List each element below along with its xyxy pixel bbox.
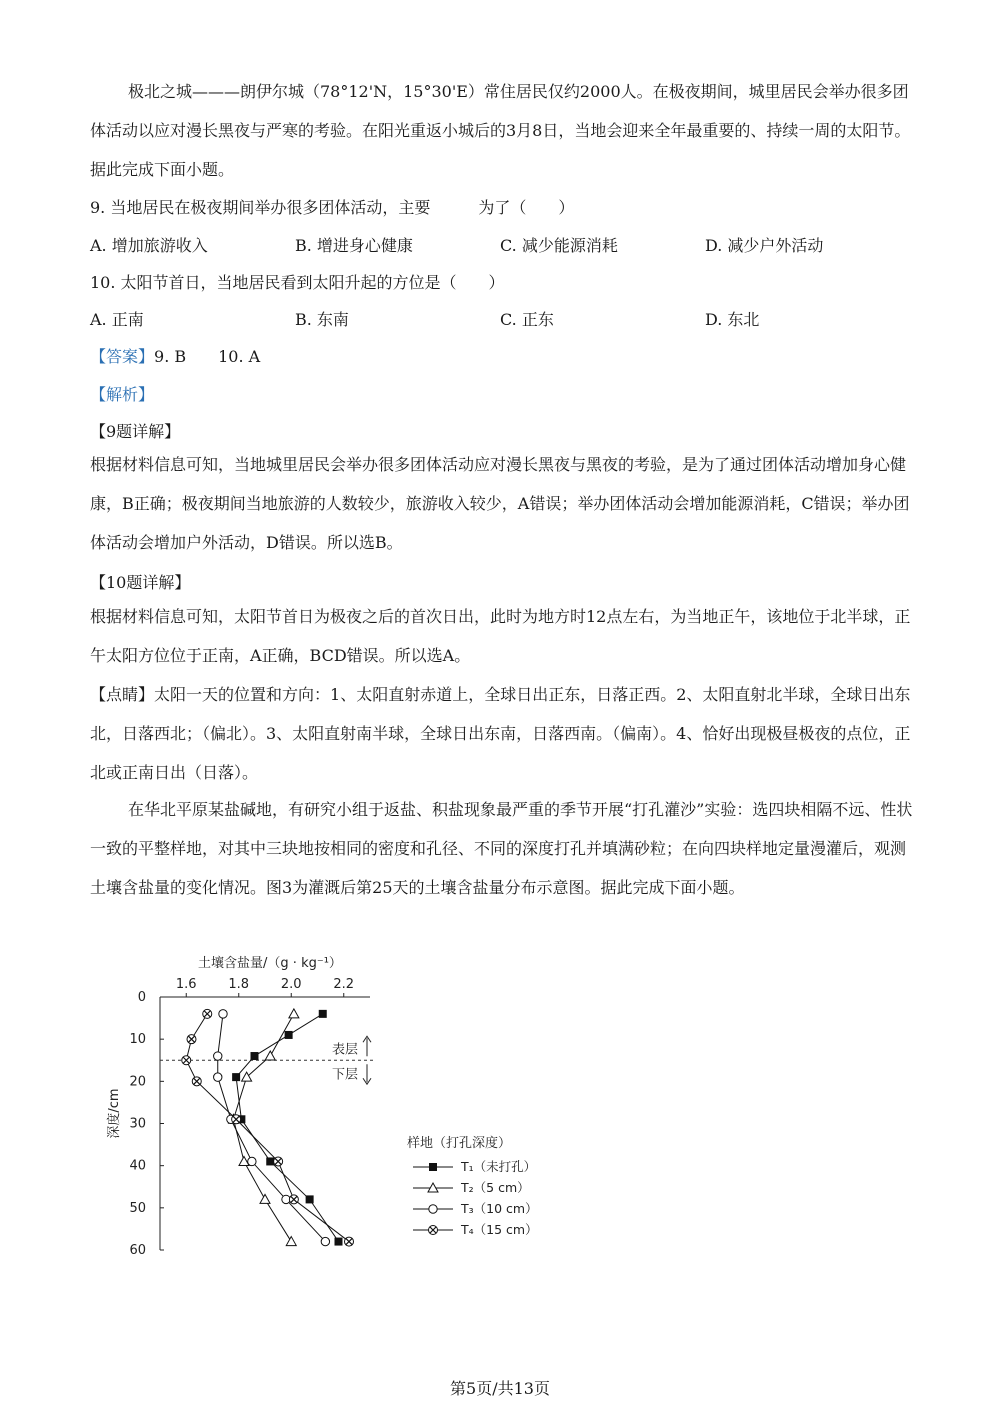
point-tag: 【点睛】 (90, 685, 155, 704)
y-tick-label: 10 (129, 1032, 146, 1048)
legend-marker (429, 1226, 438, 1235)
data-point-t3-shape (248, 1157, 256, 1165)
x-tick-label: 1.6 (175, 977, 197, 992)
legend-marker (429, 1163, 437, 1171)
data-point-t1-shape (266, 1157, 274, 1165)
q10-option-c: C. 正东 (500, 310, 554, 329)
legend-marker-shape (429, 1205, 437, 1213)
soil-salinity-chart (95, 945, 565, 1255)
data-point-t4 (182, 1056, 191, 1065)
y-tick-label: 0 (137, 990, 146, 1005)
detail-10-title: 【10题详解】 (90, 573, 191, 592)
data-point-t3 (321, 1237, 329, 1245)
q9-option-a: A. 增加旅游收入 (90, 236, 208, 255)
q9-option-c: C. 减少能源消耗 (500, 236, 618, 255)
data-point-t2 (286, 1237, 296, 1246)
data-point-t1-shape (285, 1031, 293, 1039)
data-point-t4 (192, 1077, 201, 1086)
data-point-t3-shape (214, 1073, 222, 1081)
x-tick-label: 2.2 (333, 977, 355, 992)
data-point-t4 (203, 1009, 212, 1018)
data-point-t2-shape (289, 1009, 299, 1018)
data-point-t1-shape (251, 1052, 259, 1060)
data-point-t4 (289, 1195, 298, 1204)
legend-marker (429, 1205, 437, 1213)
series-line-t1 (236, 1014, 338, 1242)
lower-layer-label: 下层 (332, 1067, 359, 1083)
point-paragraph (90, 675, 920, 792)
data-point-t2-shape (286, 1237, 296, 1246)
data-point-t1-shape (232, 1073, 240, 1081)
y-tick-label: 30 (129, 1116, 146, 1132)
analysis-tag: 【解析】 (90, 385, 155, 404)
y-tick-label: 40 (129, 1158, 146, 1174)
data-point-t3-shape (214, 1052, 222, 1060)
x-tick-label: 1.8 (228, 977, 250, 992)
data-point-t1 (266, 1157, 274, 1165)
x-tick-label: 2.0 (280, 977, 302, 992)
data-point-t1 (232, 1073, 240, 1081)
data-point-t2-shape (260, 1194, 270, 1203)
detail-9-title: 【9题详解】 (90, 422, 181, 441)
legend-label: T₁（未打孔） (461, 1159, 537, 1174)
x-axis-title: 土壤含盐量/（g · kg⁻¹） (198, 956, 342, 971)
series-line-t3 (218, 1014, 326, 1242)
data-point-t1 (285, 1031, 293, 1039)
legend-marker-shape (429, 1163, 437, 1171)
y-tick-label: 60 (129, 1243, 146, 1255)
data-point-t2 (289, 1009, 299, 1018)
answer-tag: 【答案】 (90, 347, 155, 366)
data-point-t1 (306, 1195, 314, 1203)
data-point-t3 (214, 1052, 222, 1060)
data-point-t1 (335, 1238, 343, 1246)
y-tick-label: 20 (129, 1074, 146, 1090)
data-point-t3 (214, 1073, 222, 1081)
passage-1: 极北之城———朗伊尔城（78°12'N，15°30'E）常住居民仅约2000人。在极夜期间，城里居民会举办很多团体活动以应对漫长黑夜与严寒的考验。在阳光重返小城后的3月8日，当地会迎来全年最重要的、持续一周的太阳节。据此完成下面小题。 (90, 82, 911, 179)
soil-salinity-figure (95, 945, 565, 1259)
y-axis-title: 深度/cm (107, 1088, 122, 1139)
q9-option-d: D. 减少户外活动 (705, 236, 824, 255)
data-point-t4 (345, 1237, 354, 1246)
question-10-stem: 10. 太阳节首日，当地居民看到太阳升起的方位是（ ） (90, 273, 505, 292)
data-point-t4 (187, 1035, 196, 1044)
legend-label: T₄（15 cm） (461, 1222, 538, 1237)
data-point-t4 (232, 1115, 241, 1124)
data-point-t3 (248, 1157, 256, 1165)
q10-option-b: B. 东南 (295, 310, 349, 329)
y-tick-label: 50 (129, 1200, 146, 1216)
data-point-t1-shape (319, 1010, 327, 1018)
detail-9-text: 根据材料信息可知，当地城里居民会举办很多团体活动应对漫长黑夜与黑夜的考验，是为了通过团体活动增加身心健康，B正确；极夜期间当地旅游的人数较少，旅游收入较少，A错误；举办团体活动会增加能源消耗，C错误；举办团体活动会增加户外活动，D错误。所以选B。 (90, 455, 910, 552)
legend-label: T₂（5 cm） (461, 1180, 530, 1195)
q10-option-a: A. 正南 (90, 310, 144, 329)
data-point-t1 (251, 1052, 259, 1060)
data-point-t3-shape (321, 1237, 329, 1245)
point-text: 太阳一天的位置和方向：1、太阳直射赤道上，全球日出正东，日落正西。2、太阳直射北半球，全球日出东北，日落西北；（偏北）。3、太阳直射南半球，全球日出东南，日落西南。（偏南）。4、恰好出现极昼极夜的点位，正北或正南日出（日落）。 (90, 685, 911, 782)
detail-10-text: 根据材料信息可知，太阳节首日为极夜之后的首次日出，此时为地方时12点左右，为当地正午，该地位于北半球，正午太阳方位位于正南，A正确，BCD错误。所以选A。 (90, 607, 911, 665)
data-point-t1-shape (306, 1195, 314, 1203)
answer-line (90, 344, 260, 367)
data-point-t4 (274, 1157, 283, 1166)
passage-2: 在华北平原某盐碱地，有研究小组于返盐、积盐现象最严重的季节开展“打孔灌沙”实验：选四块相隔不远、性状一致的平整样地，对其中三块地按相同的密度和孔径、不同的深度打孔并填满砂粒；在向四块样地定量漫灌后，观测土壤含盐量的变化情况。图3为灌溉后第25天的土壤含盐量分布示意图。据此完成下面小题。 (90, 800, 913, 897)
series-line-t2 (234, 1014, 294, 1242)
data-point-t2 (265, 1051, 275, 1060)
q9-option-b: B. 增进身心健康 (295, 236, 413, 255)
data-point-t3-shape (219, 1010, 227, 1018)
q10-option-d: D. 东北 (705, 310, 760, 329)
legend-label: T₃（10 cm） (461, 1201, 538, 1216)
data-point-t3 (219, 1010, 227, 1018)
data-point-t2-shape (265, 1051, 275, 1060)
data-point-t1 (319, 1010, 327, 1018)
upper-layer-label: 表层 (332, 1042, 359, 1058)
legend-title: 样地（打孔深度） (407, 1136, 512, 1151)
data-point-t2 (260, 1194, 270, 1203)
page-footer: 第5页/共13页 (450, 1379, 550, 1398)
question-9-stem: 9. 当地居民在极夜期间举办很多团体活动，主要 为了（ ） (90, 198, 575, 217)
answer-text: 9. B 10. A (154, 347, 261, 366)
data-point-t1-shape (335, 1238, 343, 1246)
